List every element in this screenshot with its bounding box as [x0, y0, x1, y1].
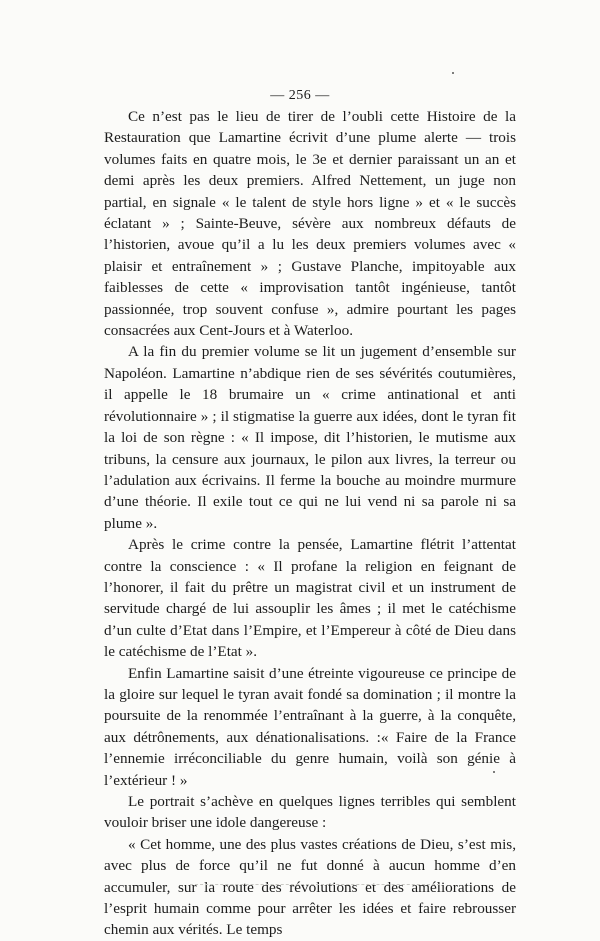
paragraph-restauration: Ce n’est pas le lieu de tirer de l’oubli cette Histoire de la Restauration que Lamartine écrivit d’une plume alerte — trois volumes faits en quatre mois, le 3e et dernier paraissant un an et demi après les deux premiers. Alfred Nettement, un juge non partial, en signale « le talent de style hors ligne » et « le succès éclatant » ; Sainte-Beuve, sévère aux nombreux défauts de l’historien, avoue qu’il a lu les deux premiers volumes avec « plaisir et entraînement » ; Gustave Planche, impitoyable aux faiblesses de cette « improvisation tantôt ingénieuse, tantôt passionnée, trop souvent confuse », admire pourtant les pages consacrées aux Cent-Jours et à Waterloo.: [104, 108, 516, 340]
paragraph-gloire: Enfin Lamartine saisit d’une étreinte vigoureuse ce principe de la gloire sur lequel le tyran avait fondé sa domination ; il montre la poursuite de la renommée l’entraînant à la guerre, à la conquête, aux détrônements, aux dénationalisations. :« Faire de la France l’ennemie irréconciliable du genre humain, voilà son génie à l’extérieur ! »: [104, 664, 516, 789]
paragraph-quotation: « Cet homme, une des plus vastes créations de Dieu, s’est mis, avec plus de force qu’il ne fut donné à aucun homme d’en accumuler, sur la route des révolutions et des améliorations de l’esprit humain comme pour arrêter les idées et faire rebrousser chemin aux vérités. Le temps: [104, 835, 516, 939]
paragraph-jugement-napoleon: A la fin du premier volume se lit un jugement d’ensemble sur Napoléon. Lamartine n’abdique rien de ses sévérités coutumières, il appelle le 18 brumaire un « crime antinational et anti révolutionnaire » ; il stigmatise la guerre aux idées, dont le tyran fit la loi de son règne : « Il impose, dit l’historien, le mutisme aux tribuns, la censure aux journaux, le pilon aux livres, la terreur ou l’adulation aux écrivains. Il ferme la bouche au moindre murmure d’une théorie. Il exile tout ce qui ne lui vend ni sa parole ni sa plume ».: [104, 343, 516, 532]
footer-rule: [190, 884, 440, 885]
paragraph-portrait: Le portrait s’achève en quelques lignes terribles qui semblent vouloir briser une idole dangereuse :: [104, 793, 516, 832]
page-number: — 256 —: [270, 88, 330, 103]
body-text: [104, 106, 516, 941]
ink-speck: [452, 72, 454, 74]
paragraph-crime-conscience: Après le crime contre la pensée, Lamartine flétrit l’attentat contre la conscience : « Il profane la religion en feignant de l’honorer, il fait du prêtre un magistrat civil et un instrument de servitude chargé de lui assouplir les âmes ; il met le catéchisme d’un culte d’Etat dans l’Empire, et l’Empereur à côté de Dieu dans le catéchisme de l’Etat ».: [104, 536, 516, 661]
